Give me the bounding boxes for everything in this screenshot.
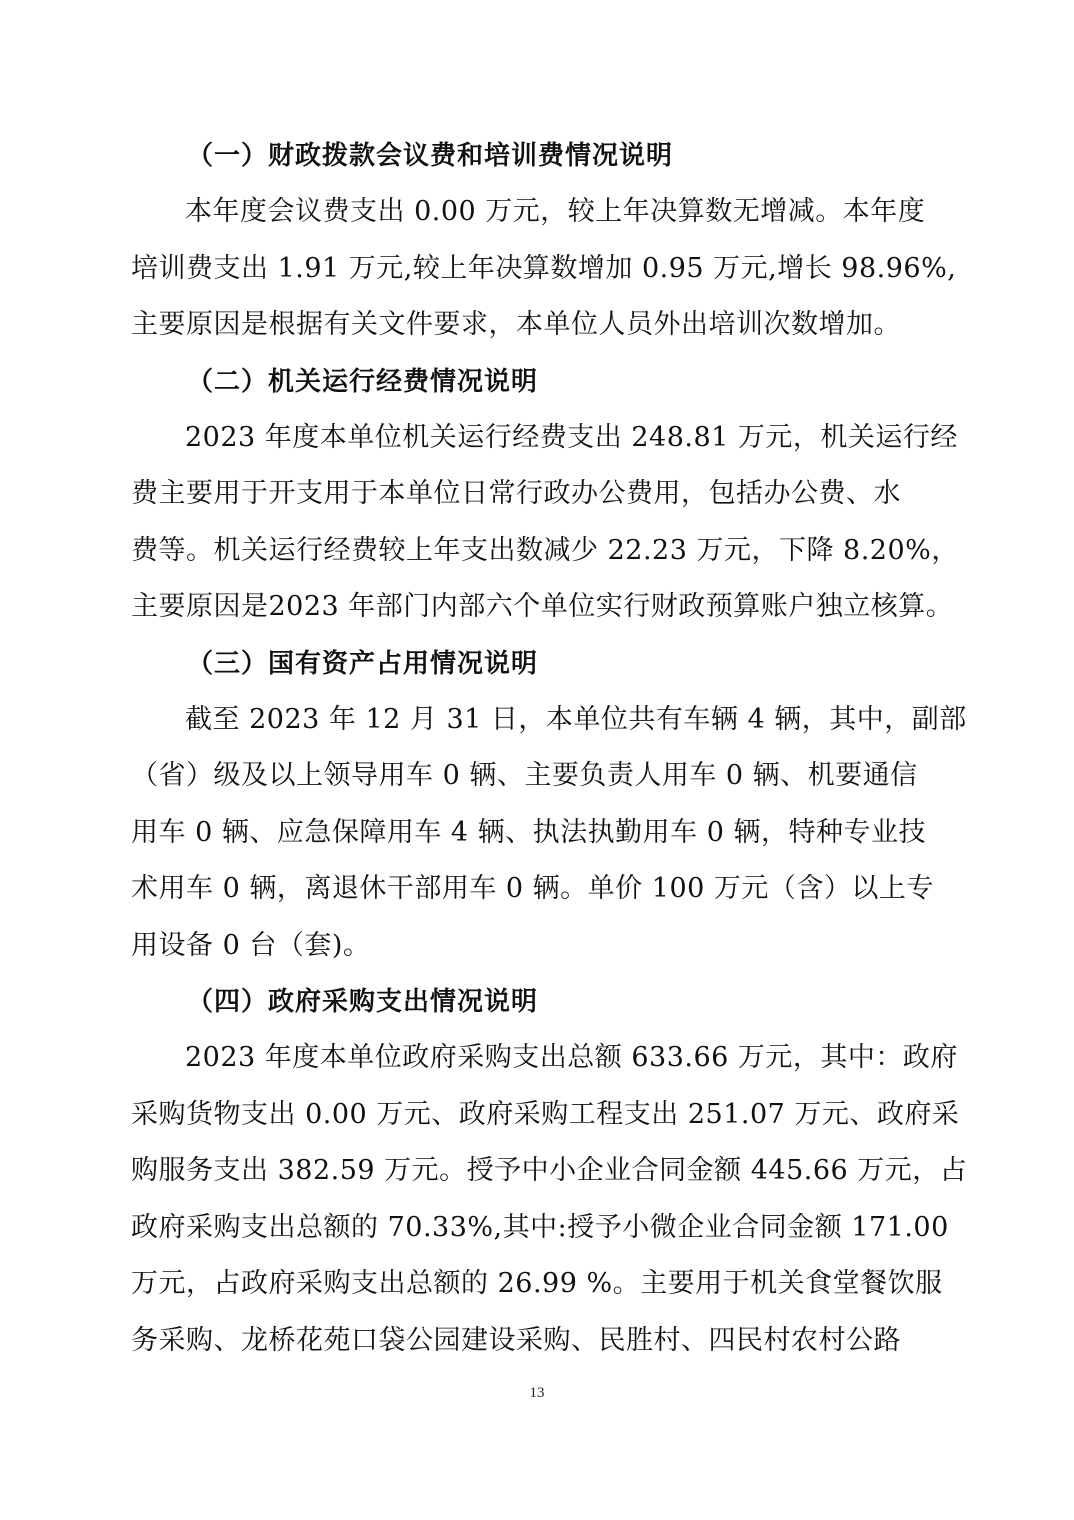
paragraph-line: 主要原因是根据有关文件要求，本单位人员外出培训次数增加。	[131, 309, 901, 340]
section-paragraph-2	[131, 410, 959, 636]
section-heading-1: （一）财政拨款会议费和培训费情况说明	[187, 141, 674, 171]
paragraph-line: 培训费支出 1.91 万元,较上年决算数增加 0.95 万元,增长 98.96%,	[131, 252, 957, 284]
paragraph-line: 万元，占政府采购支出总额的 26.99 %。主要用于机关食堂餐饮服	[131, 1268, 943, 1299]
section-paragraph-1	[131, 184, 957, 354]
section-heading-3: （三）国有资产占用情况说明	[187, 648, 539, 679]
paragraph-line: 费主要用于开支用于本单位日常行政办公费用，包括办公费、水	[131, 478, 901, 509]
paragraph-line: 2023 年度本单位机关运行经费支出 248.81 万元，机关运行经	[185, 421, 958, 453]
paragraph-line: 采购货物支出 0.00 万元、政府采购工程支出 251.07 万元、政府采	[131, 1098, 960, 1130]
section-paragraph-3	[131, 692, 967, 975]
paragraph-line: 用车 0 辆、应急保障用车 4 辆、执法执勤用车 0 辆，特种专业技	[131, 816, 927, 848]
page-number: 13	[529, 1385, 545, 1401]
paragraph-line: 费等。机关运行经费较上年支出数减少 22.23 万元，下降 8.20%，	[131, 534, 959, 566]
paragraph-line: 用设备 0 台（套)。	[131, 929, 371, 961]
paragraph-line: 主要原因是2023 年部门内部六个单位实行财政预算账户独立核算。	[131, 591, 954, 622]
section-paragraph-4	[131, 1030, 968, 1369]
section-heading-4: （四）政府采购支出情况说明	[187, 987, 539, 1017]
paragraph-line: 购服务支出 382.59 万元。授予中小企业合同金额 445.66 万元，占	[131, 1155, 968, 1186]
paragraph-line: 政府采购支出总额的 70.33%,其中:授予小微企业合同金额 171.00	[131, 1211, 949, 1243]
paragraph-line: 截至 2023 年 12 月 31 日，本单位共有车辆 4 辆，其中，副部	[185, 703, 967, 735]
paragraph-line: （省）级及以上领导用车 0 辆、主要负责人用车 0 辆、机要通信	[131, 760, 918, 791]
document-body	[131, 128, 968, 1369]
paragraph-line: 本年度会议费支出 0.00 万元，较上年决算数无增减。本年度	[185, 196, 926, 227]
section-heading-2: （二）机关运行经费情况说明	[187, 366, 539, 397]
paragraph-line: 2023 年度本单位政府采购支出总额 633.66 万元，其中：政府	[185, 1042, 958, 1073]
paragraph-line: 务采购、龙桥花苑口袋公园建设采购、民胜村、四民村农村公路	[131, 1324, 901, 1356]
paragraph-line: 术用车 0 辆，离退休干部用车 0 辆。单价 100 万元（含）以上专	[131, 873, 934, 904]
